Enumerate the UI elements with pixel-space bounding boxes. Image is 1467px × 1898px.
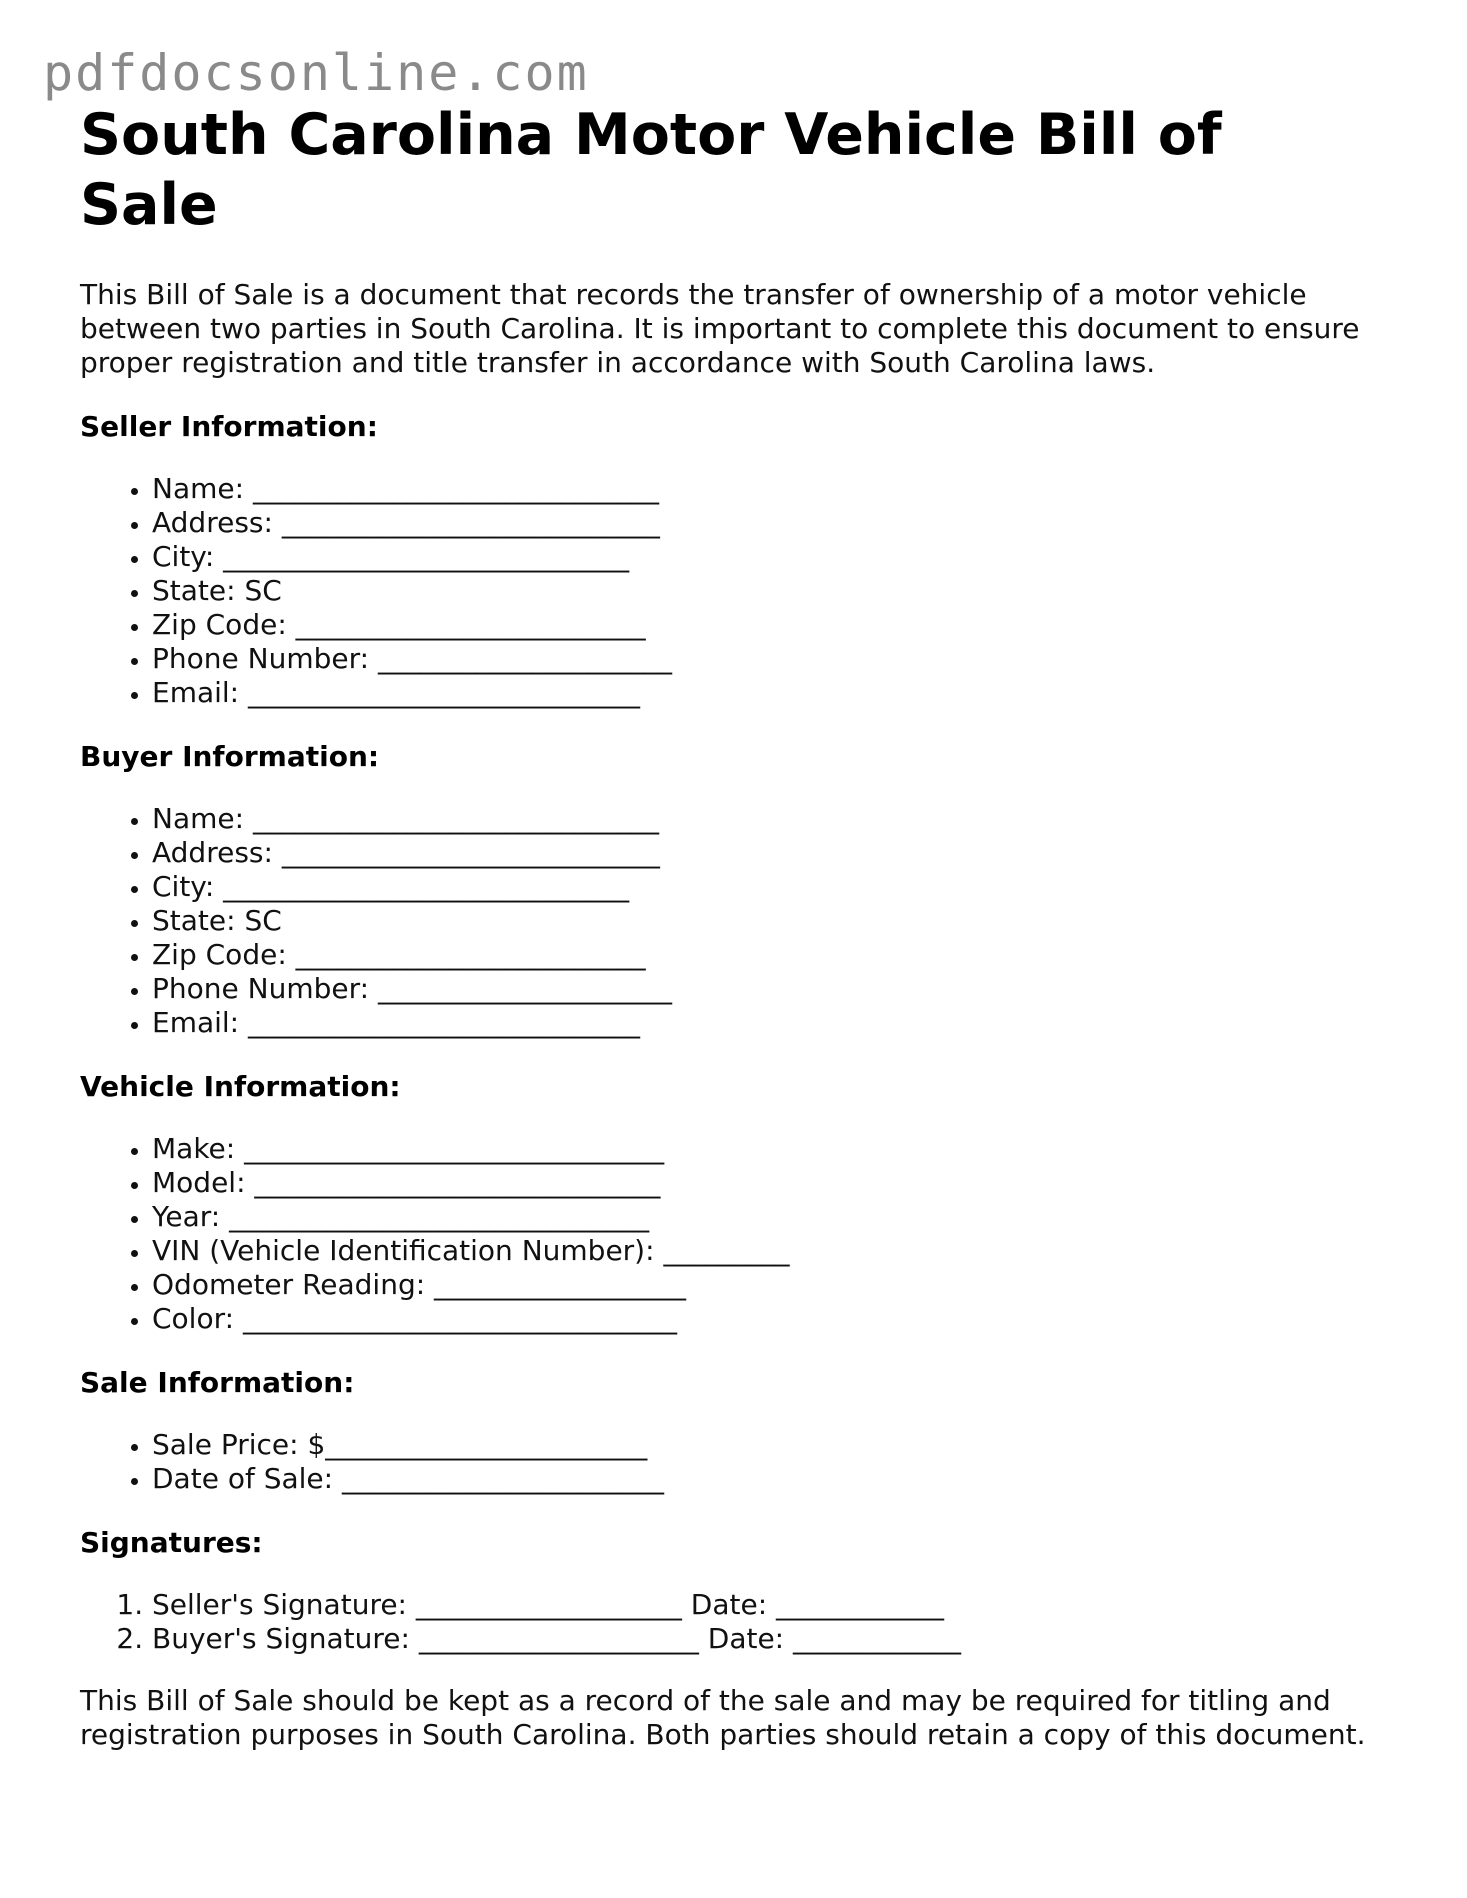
page-title: South Carolina Motor Vehicle Bill of Sale <box>80 102 1222 238</box>
seller-name-field[interactable]: • Name: _____________________________ <box>152 472 1380 506</box>
buyer-heading: Buyer Information: <box>80 740 380 773</box>
vehicle-color-field[interactable]: • Color: _______________________________ <box>152 1302 1380 1336</box>
vehicle-vin-field[interactable]: • VIN (Vehicle Identification Number): _________ <box>152 1234 1380 1268</box>
seller-list <box>80 472 1380 710</box>
signatures-list <box>80 1588 1380 1656</box>
vehicle-heading: Vehicle Information: <box>80 1070 401 1103</box>
vehicle-model-field[interactable]: • Model: _____________________________ <box>152 1166 1380 1200</box>
seller-zip-field[interactable]: • Zip Code: _________________________ <box>152 608 1380 642</box>
buyer-phone-field[interactable]: • Phone Number: _____________________ <box>152 972 1380 1006</box>
buyer-state-field: • State: SC <box>152 904 1380 938</box>
buyer-email-field[interactable]: • Email: ____________________________ <box>152 1006 1380 1040</box>
seller-phone-field[interactable]: • Phone Number: _____________________ <box>152 642 1380 676</box>
buyer-address-field[interactable]: • Address: ___________________________ <box>152 836 1380 870</box>
buyer-name-field[interactable]: • Name: _____________________________ <box>152 802 1380 836</box>
watermark: pdfdocsonline.com <box>43 44 589 102</box>
seller-state-field: • State: SC <box>152 574 1380 608</box>
vehicle-odometer-field[interactable]: • Odometer Reading: __________________ <box>152 1268 1380 1302</box>
sale-list <box>80 1428 1380 1496</box>
seller-signature-field[interactable]: 1. Seller's Signature: ___________________ Date: ____________ <box>152 1588 1380 1622</box>
document-body <box>80 100 1380 1752</box>
sale-heading: Sale Information: <box>80 1366 355 1399</box>
vehicle-list <box>80 1132 1380 1336</box>
buyer-city-field[interactable]: • City: _____________________________ <box>152 870 1380 904</box>
seller-address-field[interactable]: • Address: ___________________________ <box>152 506 1380 540</box>
sale-date-field[interactable]: • Date of Sale: _______________________ <box>152 1462 1380 1496</box>
sale-price-field[interactable]: • Sale Price: $_______________________ <box>152 1428 1380 1462</box>
vehicle-make-field[interactable]: • Make: ______________________________ <box>152 1132 1380 1166</box>
signatures-heading: Signatures: <box>80 1526 263 1559</box>
closing-paragraph: This Bill of Sale should be kept as a record of the sale and may be required for titling and registration purposes in South Carolina. Both parties should retain a copy of this document. <box>80 1684 1366 1751</box>
seller-heading: Seller Information: <box>80 410 378 443</box>
seller-email-field[interactable]: • Email: ____________________________ <box>152 676 1380 710</box>
buyer-list <box>80 802 1380 1040</box>
buyer-signature-field[interactable]: 2. Buyer's Signature: ____________________ Date: ____________ <box>152 1622 1380 1656</box>
intro-paragraph: This Bill of Sale is a document that records the transfer of ownership of a motor vehicle between two parties in South Carolina. It is important to complete this document to ensure proper registration and title transfer in accordance with South Carolina laws. <box>80 278 1360 379</box>
vehicle-year-field[interactable]: • Year: ______________________________ <box>152 1200 1380 1234</box>
seller-city-field[interactable]: • City: _____________________________ <box>152 540 1380 574</box>
buyer-zip-field[interactable]: • Zip Code: _________________________ <box>152 938 1380 972</box>
